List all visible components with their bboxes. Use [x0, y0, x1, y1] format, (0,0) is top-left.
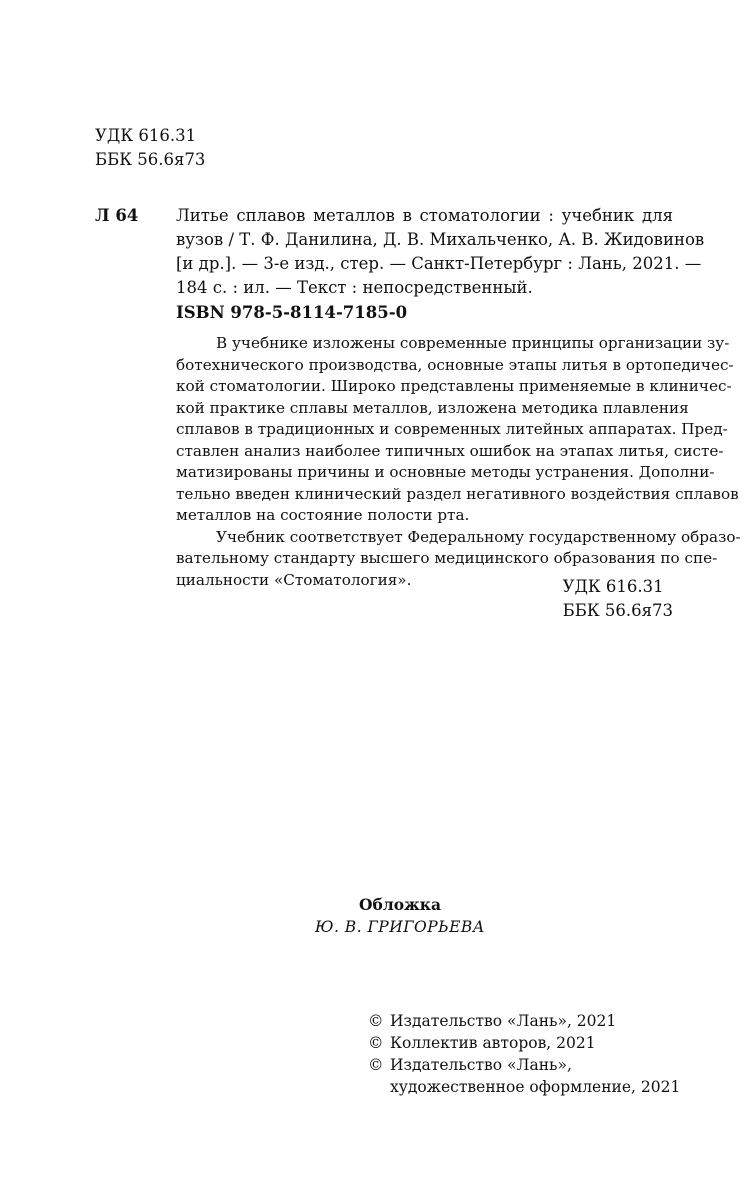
isbn: ISBN 978-5-8114-7185-0: [176, 303, 408, 322]
udk-code: УДК 616.31: [562, 577, 664, 596]
copyright-icon: ©: [368, 1056, 384, 1074]
abstract-line: кой практике сплавы металлов, изложена методика плавления: [176, 398, 689, 417]
classification-header: [95, 124, 205, 172]
abstract-line: тельно введен клинический раздел негативного воздействия сплавов: [176, 484, 739, 503]
cover-credit-title: Обложка: [359, 895, 441, 914]
copyright-icon: ©: [368, 1012, 384, 1030]
copyright-notices: [368, 1010, 680, 1098]
copyright-text: Издательство «Лань», 2021: [390, 1012, 617, 1030]
bibliographic-description: [176, 204, 705, 300]
abstract-line: кой стоматологии. Широко представлены применяемые в клиничес-: [176, 377, 732, 395]
udk-code: УДК 616.31: [95, 126, 197, 145]
abstract-line: Учебник соответствует Федеральному государственному образо-: [216, 527, 741, 546]
abstract-line: металлов на состояние полости рта.: [176, 506, 470, 524]
biblio-line: Литье сплавов металлов в стоматологии : учебник для: [176, 206, 673, 225]
abstract-line: В учебнике изложены современные принципы организации зу-: [216, 334, 730, 352]
copyright-line: [368, 1054, 680, 1076]
copyright-line: [368, 1010, 680, 1032]
cover-designer-name: Ю. В. ГРИГОРЬЕВА: [314, 918, 486, 936]
copyright-text-continued: художественное оформление, 2021: [390, 1078, 681, 1096]
abstract: [176, 333, 741, 591]
abstract-line: сплавов в традиционных и современных литейных аппаратах. Пред-: [176, 420, 728, 438]
biblio-line: [и др.]. — 3-е изд., стер. — Санкт-Петербург : Лань, 2021. —: [176, 254, 702, 273]
copyright-text: Коллектив авторов, 2021: [390, 1034, 596, 1052]
biblio-line: вузов / Т. Ф. Данилина, Д. В. Михальченко, А. В. Жидовинов: [176, 230, 705, 249]
abstract-line: матизированы причины и основные методы устранения. Дополни-: [176, 463, 715, 481]
cover-credit: [250, 894, 550, 938]
abstract-line: ставлен анализ наиболее типичных ошибок на этапах литья, систе-: [176, 441, 724, 460]
catalog-code: Л 64: [95, 206, 139, 225]
bbk-code: ББК 56.6я73: [95, 150, 206, 169]
classification-footer: [563, 575, 673, 623]
abstract-line: циальности «Стоматология».: [176, 570, 412, 589]
copyright-icon: ©: [368, 1034, 384, 1052]
bbk-code: ББК 56.6я73: [562, 601, 673, 620]
copyright-text: Издательство «Лань»,: [390, 1056, 572, 1074]
abstract-line: ботехнического производства, основные этапы литья в ортопедичес-: [176, 355, 734, 374]
copyright-line: [368, 1032, 680, 1054]
abstract-line: вательному стандарту высшего медицинского образования по спе-: [176, 549, 718, 567]
biblio-line: 184 с. : ил. — Текст : непосредственный.: [176, 278, 533, 297]
